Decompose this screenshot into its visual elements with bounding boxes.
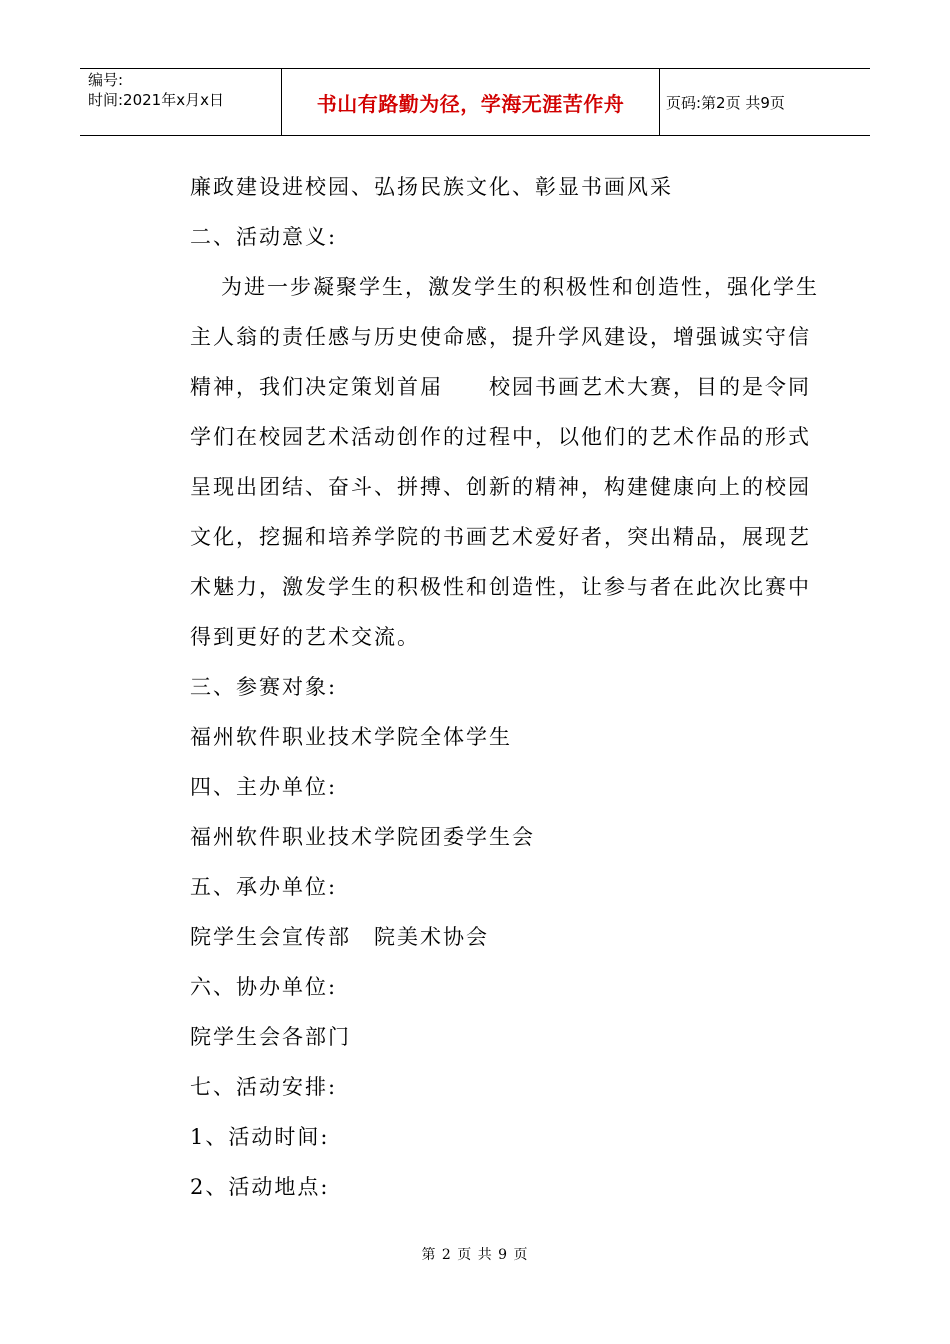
body-line: 主人翁的责任感与历史使命感，提升学风建设，增强诚实守信 <box>190 325 811 349</box>
date-label: 时间:2021年x月x日 <box>88 91 224 109</box>
body-line: 为进一步凝聚学生，激发学生的积极性和创造性，强化学生 <box>221 275 819 299</box>
body-line: 福州软件职业技术学院全体学生 <box>190 725 512 749</box>
body-line: 福州软件职业技术学院团委学生会 <box>190 825 535 849</box>
list-item: 2、活动地点: <box>190 1175 330 1199</box>
section-heading-organizer: 四、主办单位: <box>190 775 338 799</box>
body-line: 文化，挖掘和培养学院的书画艺术爱好者，突出精品，展现艺 <box>190 525 811 549</box>
page-footer: 第 2 页 共 9 页 <box>421 1247 529 1263</box>
section-heading-participants: 三、参赛对象: <box>190 675 338 699</box>
body-line: 学们在校园艺术活动创作的过程中，以他们的艺术作品的形式 <box>190 425 811 449</box>
body-line: 廉政建设进校园、弘扬民族文化、彰显书画风采 <box>190 175 673 199</box>
section-heading-undertaker: 五、承办单位: <box>190 875 338 899</box>
header-motto-cell <box>282 69 660 135</box>
body-line: 得到更好的艺术交流。 <box>190 625 420 649</box>
header-motto: 书山有路勤为径，学海无涯苦作舟 <box>316 91 625 116</box>
body-line: 术魅力，激发学生的积极性和创造性，让参与者在此次比赛中 <box>190 575 811 599</box>
body-line: 呈现出团结、奋斗、拼搏、创新的精神，构建健康向上的校园 <box>190 475 811 499</box>
header-meta-cell <box>80 69 282 135</box>
body-line: 院学生会各部门 <box>190 1025 351 1049</box>
section-heading-arrangement: 七、活动安排: <box>190 1075 338 1099</box>
header-page-info: 页码:第2页 共9页 <box>666 93 785 112</box>
number-label: 编号: <box>88 71 124 89</box>
document-header <box>80 68 870 136</box>
body-line: 精神，我们决定策划首届 校园书画艺术大赛，目的是令同 <box>190 375 811 399</box>
section-heading-significance: 二、活动意义: <box>190 225 338 249</box>
section-heading-co-organizer: 六、协办单位: <box>190 975 338 999</box>
body-line: 院学生会宣传部 院美术协会 <box>190 925 489 949</box>
list-item: 1、活动时间: <box>190 1125 330 1149</box>
document-body <box>190 162 820 1212</box>
